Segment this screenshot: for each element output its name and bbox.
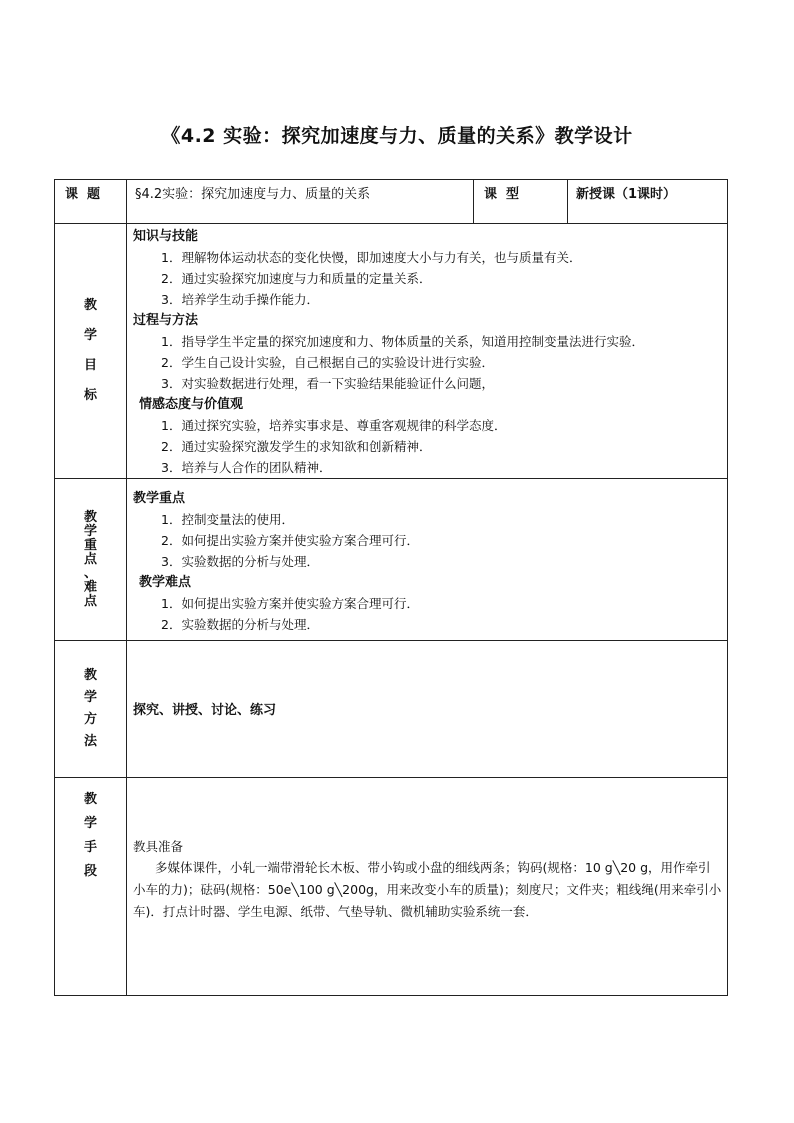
- difficult-heading: 教学难点: [139, 575, 192, 590]
- means-content: [127, 778, 728, 996]
- list-item: 2．实验数据的分析与处理．: [161, 617, 319, 632]
- keypoints-row: [55, 479, 728, 641]
- keypoints-content: [127, 479, 728, 641]
- methods-content: [127, 641, 728, 778]
- list-item: 3．对实验数据进行处理，看一下实验结果能验证什么问题，: [161, 376, 494, 391]
- list-item: 2．通过实验探究加速度与力和质量的定量关系．: [161, 271, 432, 286]
- header-row: [55, 180, 728, 224]
- list-item: 1．理解物体运动状态的变化快慢，即加速度大小与力有关，也与质量有关．: [161, 250, 582, 265]
- list-item: 1．如何提出实验方案并使实验方案合理可行．: [161, 596, 419, 611]
- methods-text: 探究、讲授、讨论、练习: [133, 702, 277, 718]
- means-label: 教 学 手 段: [55, 778, 127, 996]
- list-item: 3．培养与人合作的团队精神．: [161, 460, 332, 475]
- list-item: 2．学生自己设计实验，自己根据自己的实验设计进行实验．: [161, 355, 494, 370]
- list-item: 1．控制变量法的使用．: [161, 512, 294, 527]
- document-title: 《4.2 实验：探究加速度与力、质量的关系》教学设计: [161, 125, 633, 147]
- list-item: 2．如何提出实验方案并使实验方案合理可行．: [161, 533, 419, 548]
- section-heading: 过程与方法: [133, 313, 199, 328]
- topic-label: 课 题: [55, 180, 127, 224]
- topic-value: §4.2实验：探究加速度与力、质量的关系: [127, 180, 474, 224]
- list-item: 1．通过探究实验，培养实事求是、尊重客观规律的科学态度．: [161, 418, 507, 433]
- list-item: 1．指导学生半定量的探究加速度和力、物体质量的关系，知道用控制变量法进行实验．: [161, 334, 644, 349]
- list-item: 3．培养学生动手操作能力．: [161, 292, 319, 307]
- methods-label: 教 学 方 法: [55, 641, 127, 778]
- objectives-label: 教 学 目 标: [55, 224, 127, 479]
- list-item: 2．通过实验探究激发学生的求知欲和创新精神．: [161, 439, 432, 454]
- means-row: [55, 778, 728, 996]
- section-heading: 情感态度与价值观: [139, 397, 244, 412]
- type-value: 新授课（1课时）: [568, 180, 728, 224]
- section-heading: 知识与技能: [133, 229, 199, 244]
- objectives-row: [55, 224, 728, 479]
- key-heading: 教学重点: [133, 491, 186, 506]
- type-label: 课 型: [474, 180, 568, 224]
- means-paragraph: 多媒体课件，小轧一端带滑轮长木板、带小钩或小盘的细线两条；钩码(规格：10 g╲20 g，用作牵引小车的力)；砝码(规格：50e╲100 g╲200g，用来改变小车的质量)；刻度尺；文件夹；粗线绳(用来牵引小车)．打点计时器、学生电源、纸带、气垫导轨、微机辅助实验系统一套．: [133, 860, 722, 919]
- keypoints-label: 教 学 重 点 、 难 点: [55, 479, 127, 641]
- lesson-plan-table: [54, 179, 728, 996]
- objectives-content: [127, 224, 728, 479]
- means-heading: 教具准备: [133, 839, 184, 854]
- list-item: 3．实验数据的分析与处理．: [161, 554, 319, 569]
- methods-row: [55, 641, 728, 778]
